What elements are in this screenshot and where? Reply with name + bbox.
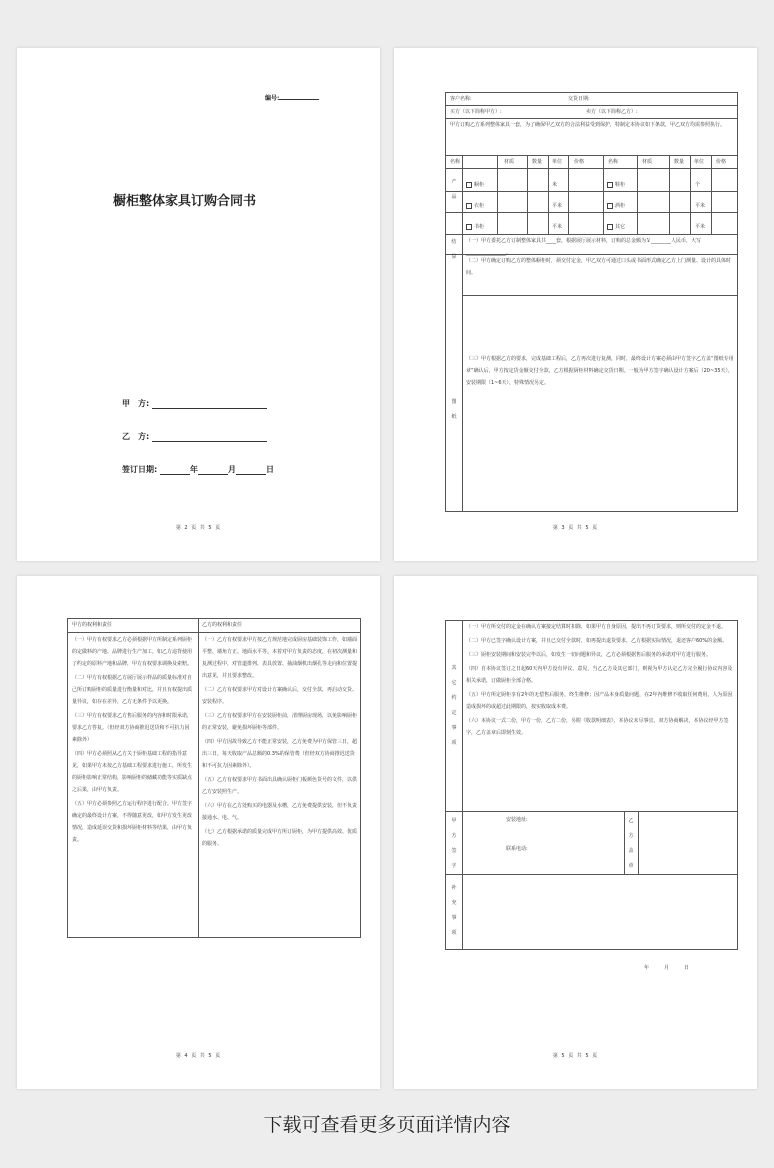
product-column-header: 单位 (552, 159, 563, 165)
delivery-date-label: 交货日期: (568, 96, 590, 102)
product-name: 书柜 (466, 221, 484, 233)
product-label: 产品 (451, 179, 457, 200)
contract-terms-page (394, 576, 757, 1089)
party-a-line: 甲 方: (122, 398, 267, 409)
party-a-rights-header: 甲方的权利和责任 (72, 622, 113, 628)
party-b-line: 乙 方: (122, 431, 267, 442)
sign-date: 年 月 日 (644, 965, 690, 971)
settle-label: 结算 (451, 239, 457, 260)
term-item: （四）自本协议签订之日起60天内甲方没有异议、意见，当乙乙方及其它部门，则视为甲方认定乙方完全履行协议内容及相关承诺，订做厨柜全部合格。 (466, 666, 733, 684)
party-b-clause: （六）甲方在乙方处购买的电器及水槽，乙方免费提供安装，但不负责接通水、电、气。 (202, 803, 358, 821)
party-b-stamp-label: 乙方盖章 (628, 818, 634, 869)
product-unit: 平米 (695, 203, 706, 209)
customer-name-label: 客户名称: (450, 96, 472, 102)
product-unit: 平米 (695, 224, 706, 230)
term-item: （一）甲方所交付的定金在确认方案接定结算时扣除，如果甲方自身原因，提出不再订货要求，则所交付的定金不退。 (466, 624, 727, 630)
settle-text: （一）甲方委托乙方订制整体家具共____套，根据展厅展示材料，订购的总金额为￥________人民币，大写________________。 (466, 238, 702, 256)
product-column-header: 材质 (642, 159, 653, 165)
contract-order-page (394, 48, 757, 561)
term-item: （六）本协议一式二份，甲方一份，乙方二份，另附《收款明细表》，本协议未尽事宜，双方协商解决，本协议经甲方签字，乙方盖章后即刻生效。 (466, 718, 729, 736)
contract-rights-page (17, 576, 380, 1089)
drawing-text-2: （三）甲方根据乙方的要求，完成基础工程后，乙方再次进行复测，同时，最终设计方案必须由甲方签字乙方盖“图纸专用章”确认后，甲方按定货金额交付全款，乙方根据厨柜材料确定交货日期。一般为甲方签字确认设计方案后（20~35天），安装期限（1~6天），特殊情况另定。 (466, 356, 734, 386)
sign-date-line: 签订日期: 年 月 日 (122, 465, 274, 474)
party-a-clause: （三）甲方有权要求乙方售后服务的内容和时限承诺，要求乙方答复。（但经双方协商推迟送货和不可抗力因素除外） (72, 713, 193, 743)
product-column-header: 名称 (450, 159, 461, 165)
party-a-sign-label: 甲方签字 (451, 818, 457, 869)
product-name: 橱柜 (466, 179, 484, 191)
product-column-header: 名称 (608, 159, 619, 165)
product-column-header: 价格 (716, 159, 727, 165)
drawing-label: 图纸 (451, 399, 457, 420)
contract-cover-page (17, 48, 380, 561)
page-footer: 第 3 页 共 5 页 (552, 525, 599, 531)
terms-list (466, 621, 734, 741)
party-b-clause: （三）乙方有权要求甲方在安装厨柜前，清理厨房现场，以免影响厨柜的正常安装，避免损坏厨柜等部件。 (202, 713, 358, 731)
term-item: （二）甲方已签字确认设计方案，并且已交付全款时，如再提出退货要求，乙方根据实际情况，退还客户60%的金额。 (466, 638, 728, 644)
page-footer: 第 2 页 共 5 页 (175, 525, 222, 531)
seller-label: 卖方（以下简称乙方）: (586, 109, 638, 115)
product-name: 鞋柜 (607, 179, 625, 191)
supplement-label: 补充事项 (451, 885, 457, 936)
other-terms-label: 其它约定事项 (451, 665, 457, 746)
term-item: （五）甲方所定厨柜享有2年的无偿售后服务，终生维修；因产品本身质量问题，在2年内维修不收取任何费用，人为原因造成损坏的或超过此期限的，按实收取成本费。 (466, 692, 733, 710)
product-name: 衣柜 (466, 200, 484, 212)
page-footer: 第 4 页 共 5 页 (175, 1053, 222, 1059)
party-a-clause: （四）甲方必须照从乙方关于厨柜基础工程的指导意见，如果甲方未按乙方基础工程要求进行施工，所发生的厨柜影响正常结构，影响厨柜的储藏功能等实质缺点之后果，由甲方负责。 (72, 751, 193, 793)
party-b-clause: （五）乙方有权要求甲方书面出具确认厨柜门板颜色货号的文件，以供乙方安装照生产。 (202, 777, 358, 795)
term-item: （三）厨柜安装期间和安装完毕以后，如发生一切问题和异议，乙方必须根据售后服务的承诺对甲方进行服务。 (466, 652, 712, 658)
terms-table (445, 620, 738, 950)
rights-table (67, 618, 361, 938)
party-a-clause: （五）甲方必须参照乙方运行程序进行配合。甲方签字确定的最终设计方案，不得随意更改，如甲方发生更改情况，造成延误交货和损坏厨柜材料等结果，由甲方负责。 (72, 801, 193, 843)
product-column-header: 单位 (694, 159, 705, 165)
product-column-header: 数量 (674, 159, 685, 165)
buyer-label: 买方（以下简称甲方）: (450, 109, 502, 115)
product-column-header: 材质 (504, 159, 515, 165)
party-b-rights-header: 乙方的权利和责任 (202, 622, 243, 628)
product-name: 酒柜 (607, 200, 625, 212)
product-unit: 平米 (552, 203, 563, 209)
contract-title: 橱柜整体家具订购合同书 (113, 194, 257, 209)
party-a-clause: （一）甲方有权要求乙方必须根据甲方所制定系列厨柜的定做料的产地、品牌进行生产加工，如乙方违背使用了约定的原料产地和品牌，甲方有权要求调换及索赔。 (72, 637, 193, 667)
contact-phone-label: 联系电话: (506, 846, 528, 852)
product-unit: 平米 (552, 224, 563, 230)
product-column-header: 数量 (532, 159, 543, 165)
contract-number: 编号: (265, 93, 319, 102)
order-table (445, 92, 738, 512)
product-name: 其它 (607, 221, 625, 233)
download-caption: 下载可查看更多页面详情内容 (263, 1114, 511, 1136)
party-b-clause: （七）乙方根据承诺的质量完成甲方所订厨柜，为甲方提供高效、优质的服务。 (202, 829, 358, 847)
product-column-header: 价格 (574, 159, 585, 165)
product-unit: 米 (552, 182, 558, 188)
party-a-rights-column (72, 634, 194, 848)
party-a-clause: （二）甲方有权根据乙方展厅展示样品的质量标准对自己所订购厨柜的质量进行衡量和对比，并且有权提出质量异议，如存在差异，乙方无条件予以更换。 (72, 675, 193, 705)
party-b-rights-column (202, 634, 358, 852)
party-b-clause: （一）乙方有权要求甲方按乙方规范地完成厨房基础装饰工作，如墙面平整、墙角方正、地面水平等。本着对甲方负责的态度，在初次测量和复测过程中，对管道排列、表具放置、抽油烟机出烟孔等走向和位置提出意见，并且要求整改。 (202, 637, 358, 679)
drawing-text-1: （二）甲方确定订购乙方的整体橱柜时，须交付定金，甲乙双方可通过口头或书面形式确定乙方上门测量、设计的具体时间。 (466, 258, 732, 276)
install-address-label: 安装地址: (506, 817, 528, 823)
intro-text: 甲方订购乙方系列整体家具一套，为了确保甲乙双方的合法利益受到保护，特制定本协议如下条款，甲乙双方均需参照执行。 (450, 122, 726, 128)
party-b-clause: （二）乙方有权要求甲方对设计方案确认后，交付全款，再启动交货、安装程序。 (202, 687, 358, 705)
product-unit: 个 (695, 182, 701, 188)
page-footer: 第 5 页 共 5 页 (552, 1053, 599, 1059)
party-b-clause: （四）甲方因故导致乙方不能正常安装，乙方免费为甲方保管三日，超出三日，每天收取产品总额的0.3%的保管费（但经双方协商推迟送货和不可抗力因素除外）。 (202, 739, 358, 769)
